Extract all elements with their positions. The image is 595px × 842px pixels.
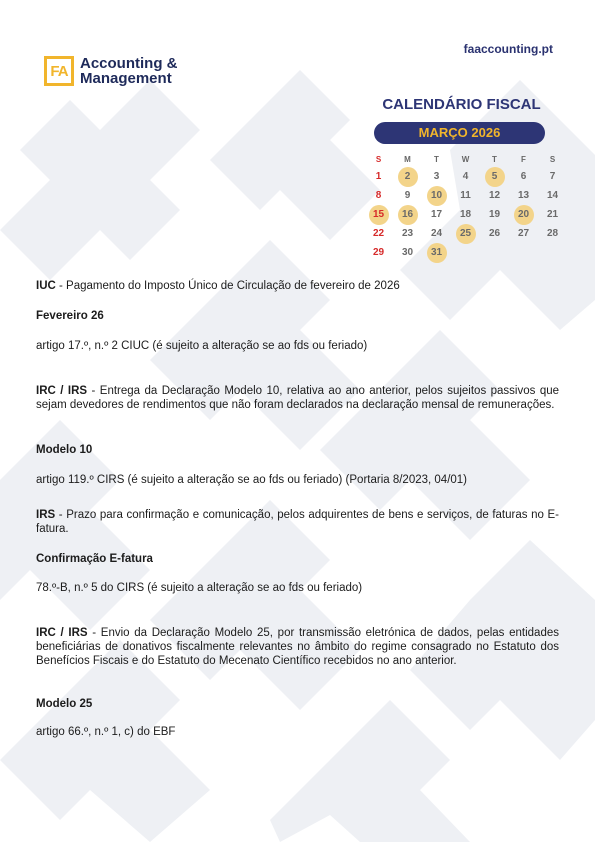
weekday-label: T	[492, 154, 497, 164]
calendar-day-number: 19	[488, 209, 501, 220]
calendar-day	[364, 186, 393, 205]
calendar-day-number: 20	[517, 209, 530, 220]
calendar-day	[393, 224, 422, 243]
deadline-text: - Entrega da Declaração Modelo 10, relativa ao ano anterior, pelos sujeitos passivos que sejam devedores de rendimentos que não foram declarados na declaração mensal de remunerações.	[36, 385, 559, 411]
company-logo	[44, 56, 178, 86]
calendar-day	[509, 205, 538, 224]
deadline-tax-type: IUC	[36, 280, 56, 292]
calendar-day-number: 6	[520, 171, 527, 182]
weekday-label: M	[404, 154, 411, 164]
deadline-entry	[36, 279, 559, 352]
deadline-description	[36, 279, 559, 293]
calendar-week-row	[364, 205, 568, 224]
calendar-day-number: 13	[517, 190, 530, 201]
logo-name-line2: Management	[80, 70, 172, 87]
calendar-day	[393, 243, 422, 262]
calendar-day	[451, 186, 480, 205]
deadline-tax-type: IRC / IRS	[36, 385, 88, 397]
calendar-day-number: 11	[460, 190, 471, 201]
deadline-subheading: Fevereiro 26	[36, 310, 104, 322]
calendar-day	[364, 224, 393, 243]
deadline-subheading: Modelo 25	[36, 698, 93, 710]
calendar-day	[422, 243, 451, 262]
calendar-day-number: 17	[430, 209, 443, 220]
calendar-day	[422, 224, 451, 243]
calendar-day-number: 1	[375, 171, 382, 182]
calendar-weekday-row	[364, 152, 568, 166]
calendar-day-number: 30	[401, 247, 414, 258]
calendar-day	[480, 186, 509, 205]
deadline-legal-reference: artigo 119.º CIRS (é sujeito a alteração se ao fds ou feriado) (Portaria 8/2023, 04/01)	[36, 474, 468, 486]
deadline-legal-reference: 78.º-B, n.º 5 do CIRS (é sujeito a alteração se ao fds ou feriado)	[36, 582, 363, 594]
calendar-title: CALENDÁRIO FISCAL	[382, 96, 541, 113]
calendar-day-number: 12	[488, 190, 501, 201]
calendar-week-row	[364, 186, 568, 205]
calendar-empty-cell	[538, 243, 567, 262]
weekday-label: S	[375, 154, 382, 164]
calendar-day-number: 3	[433, 171, 440, 182]
calendar-week-row	[364, 167, 568, 186]
calendar-week-row	[364, 243, 568, 262]
calendar-day-number: 9	[404, 190, 411, 201]
calendar-day-number: 31	[430, 247, 443, 258]
calendar-day	[451, 224, 480, 243]
calendar-empty-cell	[509, 243, 538, 262]
deadline-text: - Pagamento do Imposto Único de Circulação de fevereiro de 2026	[55, 280, 400, 292]
deadline-description	[36, 626, 559, 668]
calendar-day-number: 8	[375, 190, 382, 201]
calendar-day-number: 28	[546, 228, 559, 239]
calendar-day-number: 26	[488, 228, 501, 239]
deadline-text: - Envio da Declaração Modelo 25, por transmissão eletrónica de dados, pelas entidades beneficiárias de donativos fiscalmente relevantes no âmbito do regime consagrado no Estatuto dos Benefícios Fiscais e do Estatuto do Mecenato Científico recebidos no ano anterior.	[36, 627, 559, 667]
calendar-day-number: 4	[462, 171, 469, 182]
deadline-description	[36, 508, 559, 536]
calendar-day-number: 14	[546, 190, 559, 201]
deadline-legal-reference: artigo 66.º, n.º 1, c) do EBF	[36, 726, 176, 738]
deadline-subheading: Confirmação E-fatura	[36, 553, 153, 565]
deadline-legal-reference: artigo 17.º, n.º 2 CIUC (é sujeito a alteração se ao fds ou feriado)	[36, 340, 368, 352]
calendar-day-number: 24	[430, 228, 443, 239]
calendar-grid	[364, 152, 568, 262]
calendar-day	[538, 205, 567, 224]
weekday-label: F	[521, 154, 526, 164]
calendar-day-number: 2	[404, 171, 411, 182]
calendar-month-pill: MARÇO 2026	[374, 122, 545, 144]
calendar-day	[480, 167, 509, 186]
calendar-day	[422, 205, 451, 224]
calendar-day	[393, 167, 422, 186]
calendar-empty-cell	[480, 243, 509, 262]
calendar-day	[422, 186, 451, 205]
calendar-day-number: 15	[372, 209, 385, 220]
calendar-day-number: 18	[459, 209, 472, 220]
deadline-entry	[36, 626, 559, 738]
calendar-day	[538, 167, 567, 186]
weekday-label: T	[434, 154, 439, 164]
calendar-day-number: 25	[459, 228, 472, 239]
deadline-entry	[36, 508, 559, 594]
calendar-day	[538, 186, 567, 205]
calendar-day	[451, 167, 480, 186]
calendar-day	[509, 224, 538, 243]
calendar-day-number: 5	[491, 171, 498, 182]
calendar-day	[393, 205, 422, 224]
calendar-day	[364, 205, 393, 224]
weekday-label: W	[461, 154, 470, 164]
calendar-day-number: 23	[401, 228, 414, 239]
calendar-day	[480, 205, 509, 224]
deadline-tax-type: IRC / IRS	[36, 627, 88, 639]
calendar-day-number: 29	[372, 247, 385, 258]
calendar-day	[509, 167, 538, 186]
calendar-day	[364, 243, 393, 262]
logo-text	[80, 56, 178, 86]
logo-mark-icon: FA	[44, 56, 74, 86]
deadline-text: - Prazo para confirmação e comunicação, pelos adquirentes de bens e serviços, de faturas no E-fatura.	[36, 509, 559, 535]
deadline-subheading: Modelo 10	[36, 444, 93, 456]
calendar-empty-cell	[451, 243, 480, 262]
deadline-entry	[36, 384, 559, 486]
deadline-description	[36, 384, 559, 412]
calendar-day	[422, 167, 451, 186]
calendar-day	[509, 186, 538, 205]
calendar-week-row	[364, 224, 568, 243]
calendar-day	[393, 186, 422, 205]
calendar-day	[538, 224, 567, 243]
calendar-day	[480, 224, 509, 243]
calendar-day-number: 21	[546, 209, 559, 220]
calendar-day-number: 10	[430, 190, 443, 201]
website-link[interactable]: faaccounting.pt	[463, 42, 553, 56]
calendar-day-number: 16	[401, 209, 414, 220]
calendar-day	[451, 205, 480, 224]
weekday-label: S	[549, 154, 556, 164]
calendar-day-number: 27	[517, 228, 530, 239]
deadline-tax-type: IRS	[36, 509, 56, 521]
calendar-day-number: 7	[549, 171, 556, 182]
calendar-weeks	[364, 167, 568, 262]
logo-name-line1: Accounting &	[80, 55, 178, 72]
calendar-day-number: 22	[372, 228, 385, 239]
calendar-day	[364, 167, 393, 186]
